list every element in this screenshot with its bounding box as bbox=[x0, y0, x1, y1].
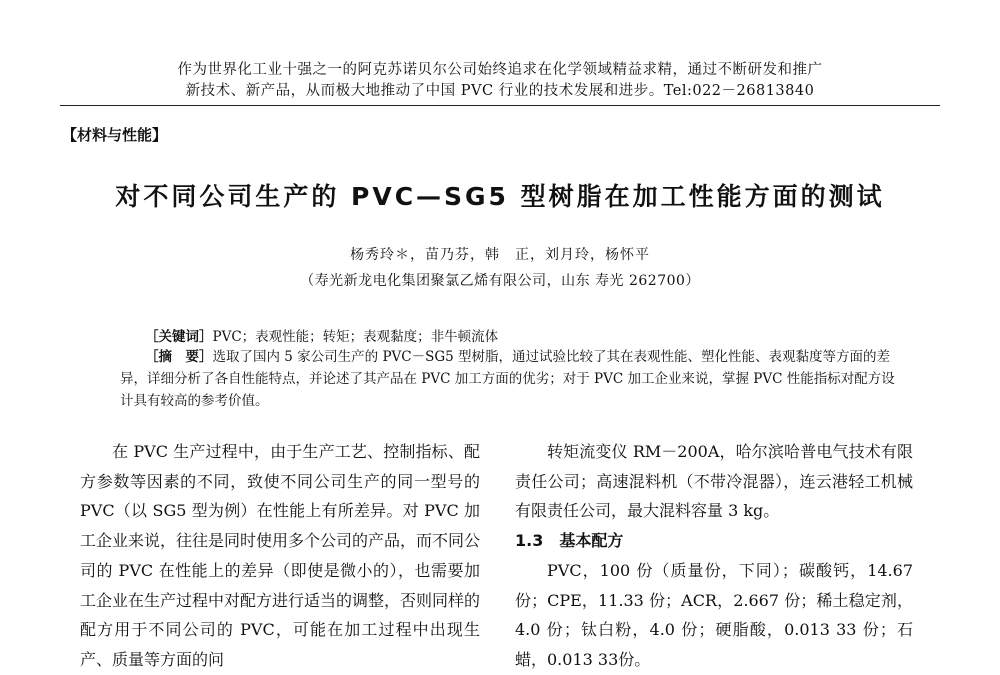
abstract bbox=[120, 346, 895, 412]
paper-title: 对不同公司生产的 PVC—SG5 型树脂在加工性能方面的测试 bbox=[115, 182, 885, 211]
abstract-label: ［摘 要］ bbox=[145, 349, 213, 365]
keywords-text: PVC；表观性能；转矩；表观黏度；非牛顿流体 bbox=[212, 329, 499, 345]
keywords-label: ［关键词］ bbox=[145, 329, 213, 345]
authors: 杨秀玲＊，苗乃芬，韩 正，刘月玲，杨怀平 bbox=[350, 247, 650, 263]
header-rule bbox=[60, 105, 940, 106]
affiliation: （寿光新龙电化集团聚氯乙烯有限公司，山东 寿光 262700） bbox=[300, 273, 700, 289]
left-column-paragraph: 在 PVC 生产过程中，由于生产工艺、控制指标、配方参数等因素的不同，致使不同公司生产的同一型号的 PVC（以 SG5 型为例）在性能上有所差异。对 PVC 加工企业来说，往往是同时使用多个公司的产品，而不同公司的 PVC 在性能上的差异（即使是微小的），也需要加工企业在生产过程中对配方进行适当的调整，否则同样的配方用于不同公司的 PVC，可能在加工过程中出现生产、质量等方面的问 bbox=[80, 442, 481, 669]
equipment-paragraph: 转矩流变仪 RM－200A，哈尔滨哈普电气技术有限责任公司；高速混料机（不带冷混器），连云港轻工机械有限责任公司，最大混料容量 3 kg。 bbox=[515, 442, 913, 521]
right-column bbox=[515, 437, 913, 675]
section-heading: 1.3 基本配方 bbox=[515, 531, 624, 551]
formula-paragraph: PVC，100 份（质量份，下同）；碳酸钙，14.67 份；CPE，11.33 份；ACR，2.667 份；稀土稳定剂，4.0 份；钛白粉，4.0 份；硬脂酸，0.013 33 份；石蜡，0.013 33份。 bbox=[515, 560, 913, 669]
section-label: 【材料与性能】 bbox=[62, 126, 168, 144]
banner-line-1: 作为世界化工业十强之一的阿克苏诺贝尔公司始终追求在化学领域精益求精，通过不断研发和推广 bbox=[177, 62, 823, 78]
abstract-text: 选取了国内 5 家公司生产的 PVC－SG5 型树脂，通过试验比较了其在表观性能、塑化性能、表观黏度等方面的差异，详细分析了各自性能特点，并论述了其产品在 PVC 加工方面的优劣；对于 PVC 加工企业来说，掌握 PVC 性能指标对配方设计具有较高的参考价值。 bbox=[120, 349, 895, 409]
banner-line-2: 新技术、新产品，从而极大地推动了中国 PVC 行业的技术发展和进步。Tel:022－26813840 bbox=[185, 83, 815, 99]
keywords bbox=[145, 325, 498, 345]
